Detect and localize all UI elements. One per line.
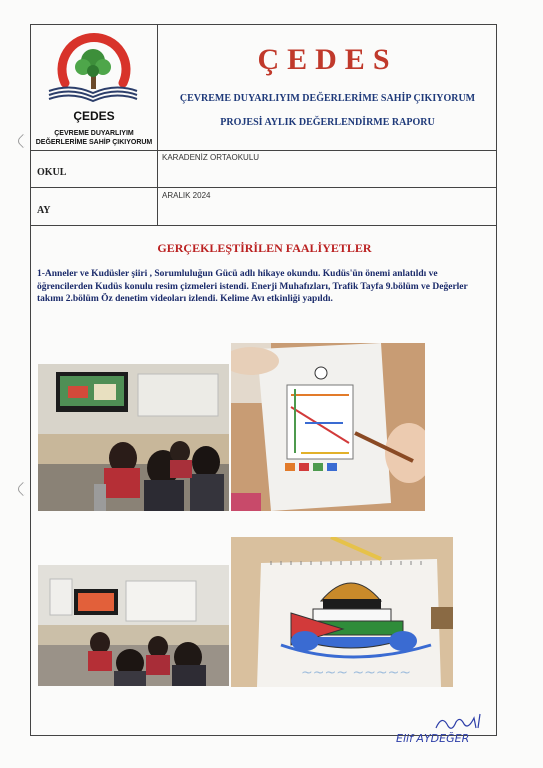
- okul-value: KARADENİZ ORTAOKULU: [162, 153, 260, 162]
- punch-hole-top: [16, 134, 30, 148]
- signature-text: Elif AYDEĞER: [396, 732, 470, 745]
- report-frame: [30, 24, 497, 736]
- classroom-presentation-photo: [38, 565, 229, 686]
- page-subtitle-2: PROJESİ AYLIK DEĞERLENDİRME RAPORU: [220, 117, 435, 128]
- logo-subtitle-line: ÇEVREME DUYARLIYIM: [54, 130, 134, 137]
- logo-title: ÇEDES: [73, 109, 115, 123]
- punch-hole-bottom: [16, 482, 30, 496]
- page-title: ÇEDES: [257, 43, 398, 76]
- divider: [31, 150, 496, 151]
- divider: [31, 225, 496, 226]
- classroom-video-photo: [38, 364, 229, 511]
- okul-label: OKUL: [37, 167, 67, 178]
- activities-text: 1-Anneler ve Kudüsler şiiri , Sorumluluğun Gücü adlı hikaye okundu. Kudüs'ün önemi anlatıldı ve öğrencilerden Kudüs konulu resim çizmeleri istendi. Enerji Muhafızları, Trafik Tayfa 9.bölüm ve Değerler takımı 2.bölüm Öz denetim videoları izlendi. Kelime Avı etkinliği yapıldı.: [37, 269, 468, 304]
- section-title: GERÇEKLEŞTİRİLEN FAALİYETLER: [157, 241, 372, 255]
- page-subtitle: ÇEVREME DUYARLIYIM DEĞERLERİME SAHİP ÇIKIYORUM: [179, 93, 476, 104]
- svg-text:~~~~ ~~~~~: ~~~~ ~~~~~: [301, 665, 412, 681]
- word-search-photo: [231, 343, 425, 511]
- ay-value: ARALIK 2024: [162, 191, 211, 200]
- logo-subtitle: [31, 129, 157, 147]
- divider: [31, 187, 496, 188]
- ay-label: AY: [37, 205, 51, 216]
- signature: [396, 712, 506, 748]
- cedes-logo: [31, 25, 157, 150]
- book-tree-icon: [31, 25, 157, 109]
- signature-scribble: [396, 712, 506, 748]
- kudus-drawing-photo: [231, 537, 453, 687]
- logo-subtitle-line: DEĞERLERİME SAHİP ÇIKIYORUM: [35, 139, 153, 146]
